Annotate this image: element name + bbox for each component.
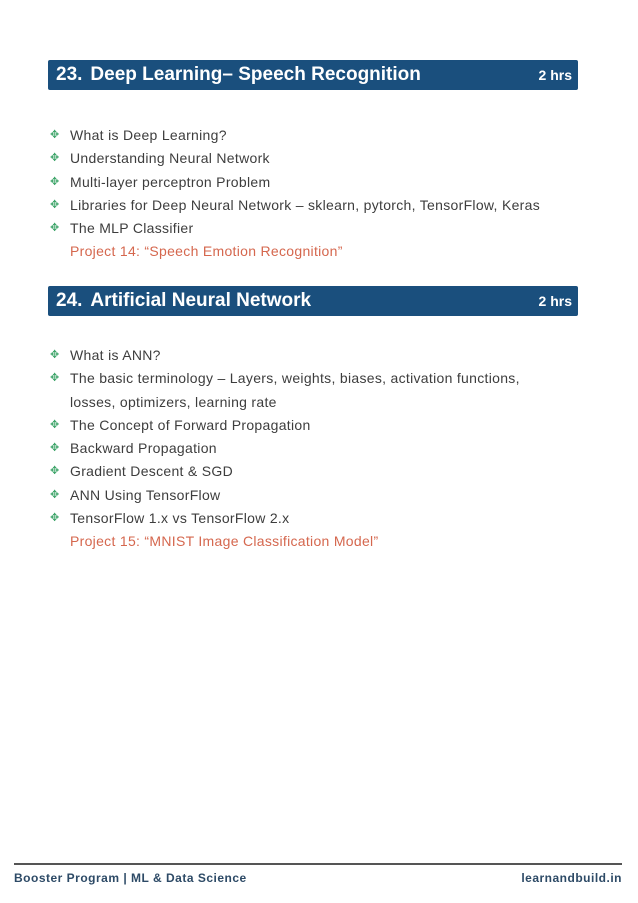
footer-divider <box>14 863 622 865</box>
list-item: ✥ What is Deep Learning? <box>50 124 540 147</box>
list-item: ✥ TensorFlow 1.x vs TensorFlow 2.x <box>50 507 540 530</box>
section-duration: 2 hrs <box>538 67 572 83</box>
section-title: Deep Learning– Speech Recognition <box>90 64 421 85</box>
section-header-23 <box>48 60 578 90</box>
bullet-diamond-icon: ✥ <box>50 512 60 525</box>
bullet-diamond-icon: ✥ <box>50 129 60 141</box>
list-item: ✥ Understanding Neural Network <box>50 147 540 170</box>
bullet-diamond-icon: ✥ <box>50 349 60 361</box>
topic-list-24 <box>50 344 540 554</box>
bullet-diamond-icon: ✥ <box>50 175 60 188</box>
bullet-diamond-icon: ✥ <box>50 152 60 165</box>
bullet-diamond-icon: ✥ <box>50 418 60 431</box>
bullet-diamond-icon: ✥ <box>50 442 60 455</box>
section-number: 23. <box>56 64 83 85</box>
project-title: Project 15: “MNIST Image Classification Model” <box>70 533 379 550</box>
bullet-diamond-icon: ✥ <box>50 222 60 235</box>
footer-website: learnandbuild.in <box>521 871 622 885</box>
section-title: Artificial Neural Network <box>90 290 312 311</box>
list-item: ✥ The basic terminology – Layers, weights, biases, activation functions, losses, optimizers, learning rate <box>50 367 540 414</box>
list-item: ✥ What is ANN? <box>50 344 540 367</box>
list-item: ✥ Gradient Descent & SGD <box>50 460 540 483</box>
list-item: ✥ The Concept of Forward Propagation <box>50 414 540 437</box>
list-item: ✥ Libraries for Deep Neural Network – sklearn, pytorch, TensorFlow, Keras <box>50 194 540 217</box>
bullet-diamond-icon: ✥ <box>50 465 60 478</box>
list-item: ✥ The MLP Classifier <box>50 217 540 240</box>
list-item: ✥ ANN Using TensorFlow <box>50 484 540 507</box>
section-number: 24. <box>56 290 83 311</box>
bullet-diamond-icon: ✥ <box>50 372 60 385</box>
list-item: ✥ Backward Propagation <box>50 437 540 460</box>
project-title: Project 14: “Speech Emotion Recognition” <box>70 243 343 260</box>
topic-list-23 <box>50 124 540 264</box>
section-duration: 2 hrs <box>538 293 572 309</box>
bullet-diamond-icon: ✥ <box>50 488 60 501</box>
footer-program-name: Booster Program | ML & Data Science <box>14 871 247 885</box>
section-header-24 <box>48 286 578 316</box>
list-item: ✥ Multi-layer perceptron Problem <box>50 171 540 194</box>
bullet-diamond-icon: ✥ <box>50 198 60 211</box>
